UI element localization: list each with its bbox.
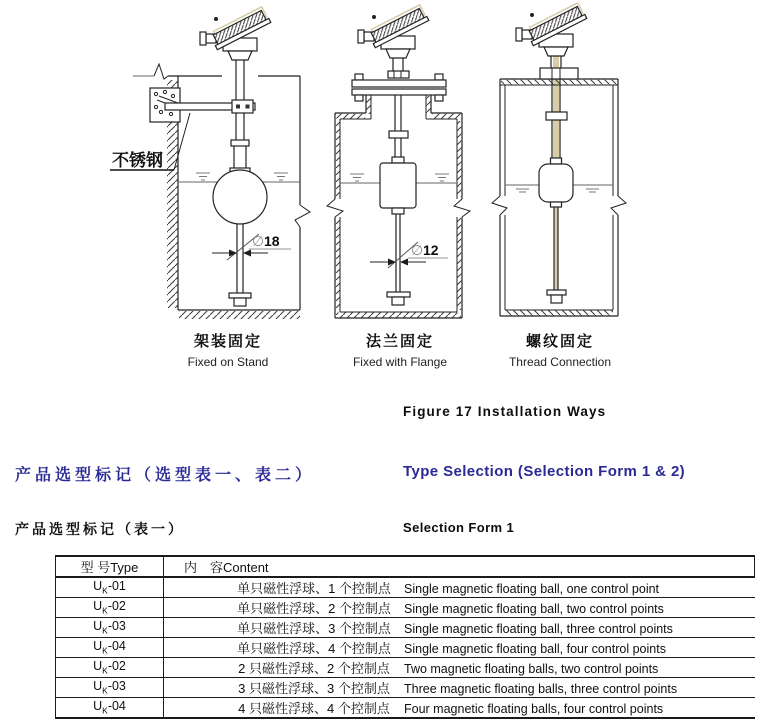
transmitter-head	[358, 5, 429, 58]
content-en: Single magnetic floating ball, one control point	[404, 582, 660, 596]
table-row	[56, 598, 755, 618]
table-row	[56, 577, 755, 598]
svg-text:∅: ∅	[411, 243, 424, 259]
heading-type-selection-cn: 产品选型标记（选型表一、表二）	[15, 467, 316, 484]
content-cn: 4 只磁性浮球、4 个控制点	[238, 701, 390, 716]
caption-cn: 法兰固定	[365, 333, 434, 350]
header-type: 型 号Type	[56, 556, 164, 577]
caption-en: Thread Connection	[508, 355, 612, 369]
caption-en: Fixed with Flange	[352, 355, 448, 369]
table-row	[56, 698, 755, 719]
caption-thread-connection	[470, 330, 650, 369]
transmitter-head	[516, 3, 587, 56]
content-cn: 2 只磁性浮球、2 个控制点	[238, 661, 390, 676]
stainless-steel-label: 不锈钢	[112, 151, 163, 170]
content-cn: 单只磁性浮球、2 个控制点	[237, 601, 391, 616]
float-ball	[213, 170, 267, 224]
type-cell: $U_K-02$	[56, 658, 164, 678]
stem-clamp	[232, 100, 253, 113]
float-cylinder	[380, 163, 416, 208]
caption-cn: 螺纹固定	[525, 333, 594, 350]
heading-form1-cn: 产品选型标记（表一）	[15, 521, 185, 537]
content-cell	[164, 577, 755, 598]
content-cell	[164, 638, 755, 658]
table-row	[56, 638, 755, 658]
content-en: Two magnetic floating balls, two control points	[404, 662, 659, 676]
content-en: Four magnetic floating balls, four control points	[404, 702, 664, 716]
float-capsule	[539, 164, 573, 202]
content-en: Single magnetic floating ball, three control points	[404, 622, 673, 636]
header-content: 内 容Content	[164, 556, 755, 577]
content-cell	[164, 698, 755, 719]
svg-text:18: 18	[264, 233, 280, 249]
content-cn: 单只磁性浮球、4 个控制点	[237, 641, 391, 656]
selection-table	[55, 555, 755, 719]
diagram-fixed-with-flange	[327, 5, 470, 318]
dimension-12	[370, 242, 448, 268]
caption-fixed-on-stand	[138, 330, 318, 369]
selection-table-body	[56, 577, 755, 718]
dimension-18	[212, 233, 291, 260]
diagram-fixed-on-stand	[110, 7, 310, 319]
caption-cn: 架装固定	[193, 333, 262, 350]
type-cell: $U_K-02$	[56, 598, 164, 618]
content-cn: 单只磁性浮球、1 个控制点	[237, 581, 391, 596]
type-cell: $U_K-04$	[56, 698, 164, 719]
content-cell	[164, 678, 755, 698]
table-row	[56, 678, 755, 698]
type-cell: $U_K-03$	[56, 618, 164, 638]
table-row	[56, 658, 755, 678]
type-cell: $U_K-04$	[56, 638, 164, 658]
content-cell	[164, 598, 755, 618]
table-header-row	[56, 556, 755, 577]
table-row	[56, 618, 755, 638]
content-cell	[164, 658, 755, 678]
diagram-thread-connection	[492, 3, 626, 316]
content-en: Three magnetic floating balls, three control points	[404, 682, 678, 696]
content-en: Single magnetic floating ball, two control points	[404, 602, 664, 616]
transmitter-head	[200, 7, 271, 60]
content-cn: 单只磁性浮球、3 个控制点	[237, 621, 391, 636]
content-en: Single magnetic floating ball, four control points	[404, 642, 666, 656]
figure-caption: Figure 17 Installation Ways	[403, 404, 607, 419]
type-cell: $U_K-01$	[56, 577, 164, 598]
heading-type-selection-en: Type Selection (Selection Form 1 & 2)	[403, 463, 686, 480]
caption-fixed-with-flange	[310, 330, 490, 369]
heading-form1-en: Selection Form 1	[403, 520, 515, 535]
type-cell: $U_K-03$	[56, 678, 164, 698]
thread-boss	[540, 68, 578, 79]
caption-en: Fixed on Stand	[187, 355, 269, 369]
svg-text:∅: ∅	[252, 234, 265, 250]
svg-text:12: 12	[423, 242, 439, 258]
content-cn: 3 只磁性浮球、3 个控制点	[238, 681, 390, 696]
content-cell	[164, 618, 755, 638]
